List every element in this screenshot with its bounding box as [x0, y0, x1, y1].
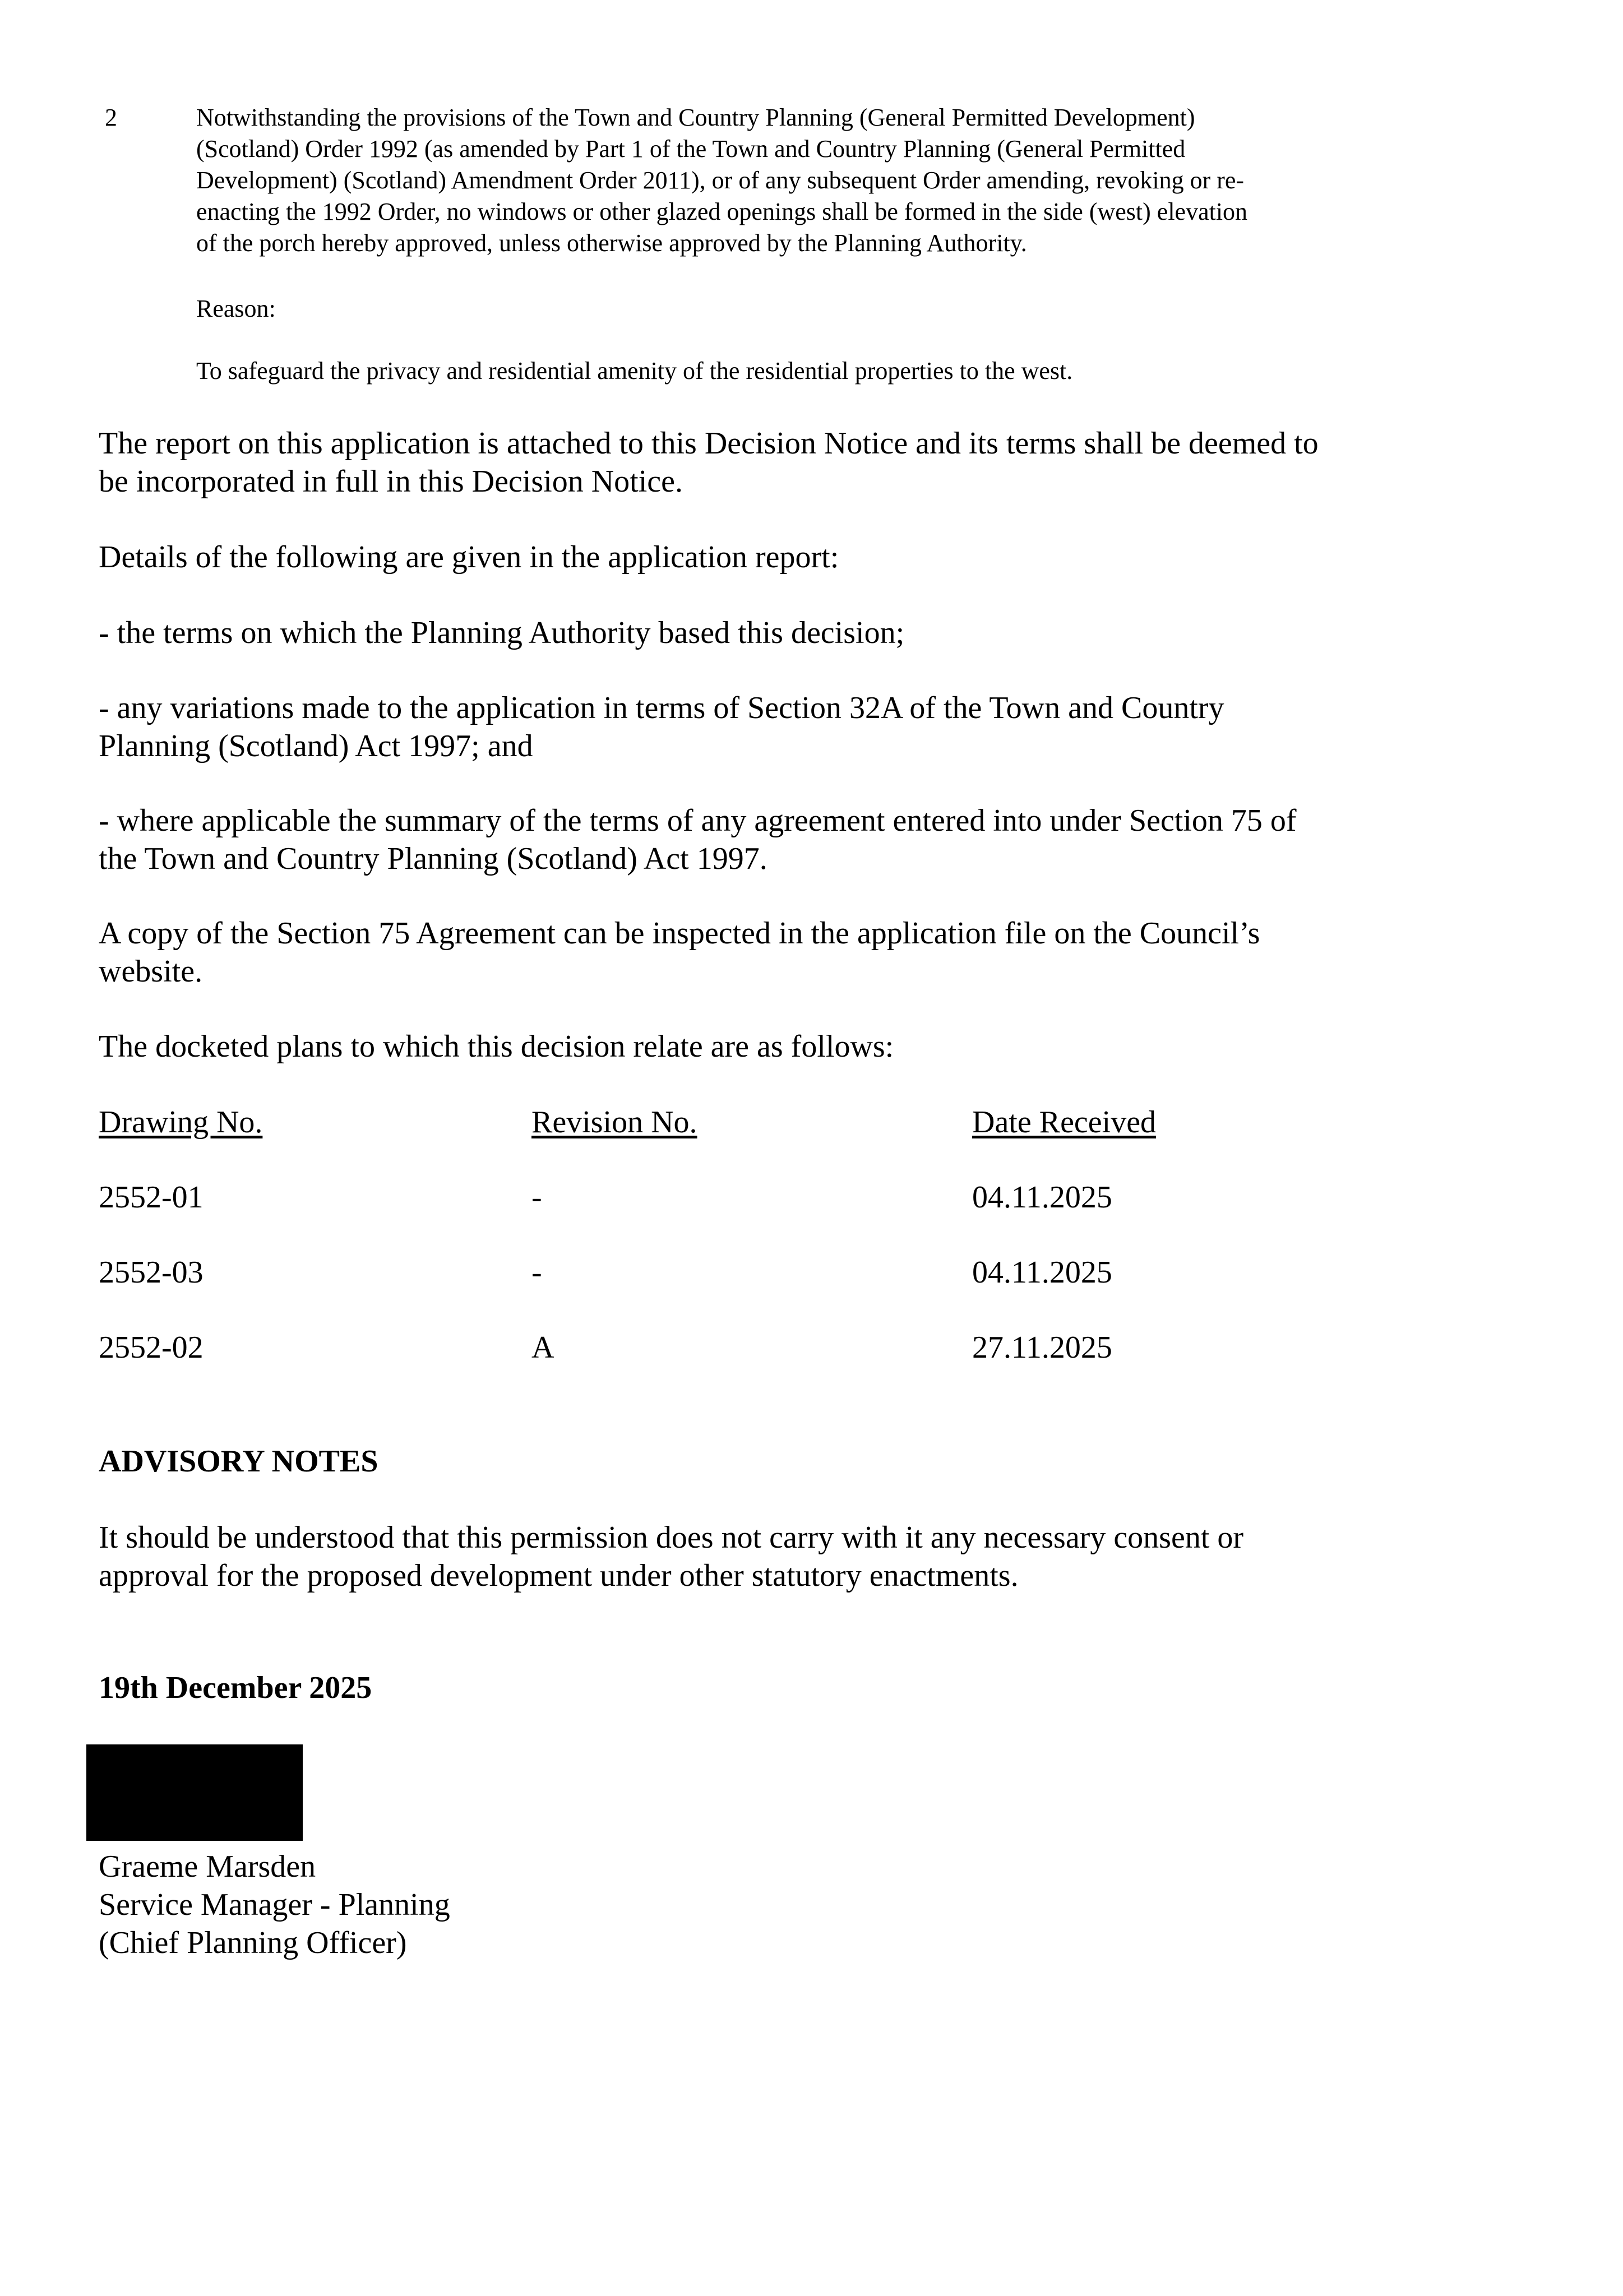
bullet-line: the Town and Country Planning (Scotland) Act 1997.	[99, 841, 767, 876]
bullet-line: Planning (Scotland) Act 1997; and	[99, 729, 533, 763]
condition-line: enacting the 1992 Order, no windows or other glazed openings shall be formed in the side (west) elevation	[196, 198, 1248, 225]
reason-label: Reason:	[196, 295, 276, 322]
table-row	[99, 1253, 1220, 1292]
date-received-cell: 04.11.2025	[972, 1180, 1112, 1215]
advisory-text	[99, 1519, 1388, 1595]
revision-no-cell: A	[531, 1330, 554, 1365]
report-paragraph	[99, 424, 1388, 501]
signatory-name: Graeme Marsden	[99, 1849, 316, 1884]
plans-intro: The docketed plans to which this decision relate are as follows:	[99, 1029, 894, 1064]
details-intro: Details of the following are given in the application report:	[99, 540, 839, 575]
signatory-role: (Chief Planning Officer)	[99, 1925, 407, 1960]
redacted-signature	[86, 1744, 303, 1841]
condition-text	[196, 102, 1374, 259]
bullet-terms: - the terms on which the Planning Authority based this decision;	[99, 615, 905, 650]
date-received-cell: 04.11.2025	[972, 1255, 1112, 1290]
condition-line: Notwithstanding the provisions of the Town and Country Planning (General Permitted Development)	[196, 104, 1195, 131]
condition-number: 2	[105, 104, 117, 131]
condition-line: of the porch hereby approved, unless otherwise approved by the Planning Authority.	[196, 229, 1027, 257]
table-row	[99, 1328, 1220, 1367]
section75-paragraph	[99, 914, 1388, 990]
header-date-received: Date Received	[972, 1105, 1157, 1140]
bullet-variations	[99, 689, 1388, 765]
bullet-agreement	[99, 802, 1388, 878]
section75-line: website.	[99, 954, 203, 989]
report-line: The report on this application is attached to this Decision Notice and its terms shall be deemed to	[99, 426, 1319, 461]
advisory-line: approval for the proposed development under other statutory enactments.	[99, 1558, 1019, 1593]
header-drawing-no: Drawing No.	[99, 1105, 263, 1140]
table-row	[99, 1178, 1220, 1216]
revision-no-cell: -	[531, 1255, 542, 1290]
date-received-cell: 27.11.2025	[972, 1330, 1112, 1365]
condition-line: (Scotland) Order 1992 (as amended by Part 1 of the Town and Country Planning (General Permitted	[196, 135, 1186, 163]
table-header-row	[99, 1103, 1220, 1141]
header-revision-no: Revision No.	[531, 1105, 697, 1140]
signatory-title: Service Manager - Planning	[99, 1887, 450, 1922]
drawing-no-cell: 2552-01	[99, 1180, 204, 1215]
reason-text: To safeguard the privacy and residential amenity of the residential properties to the west.	[196, 357, 1073, 385]
condition-line: Development) (Scotland) Amendment Order 2011), or of any subsequent Order amending, revoking or re-	[196, 166, 1245, 194]
drawing-no-cell: 2552-03	[99, 1255, 204, 1290]
advisory-heading: ADVISORY NOTES	[99, 1444, 378, 1479]
bullet-line: - where applicable the summary of the terms of any agreement entered into under Section 75 of	[99, 803, 1297, 838]
bullet-line: - any variations made to the application in terms of Section 32A of the Town and Country	[99, 691, 1224, 725]
drawing-no-cell: 2552-02	[99, 1330, 204, 1365]
report-line: be incorporated in full in this Decision Notice.	[99, 464, 683, 499]
revision-no-cell: -	[531, 1180, 542, 1215]
advisory-line: It should be understood that this permission does not carry with it any necessary consent or	[99, 1520, 1244, 1555]
signatory-block	[99, 1848, 1388, 1962]
decision-date: 19th December 2025	[99, 1670, 372, 1705]
section75-line: A copy of the Section 75 Agreement can be inspected in the application file on the Council’s	[99, 916, 1260, 951]
